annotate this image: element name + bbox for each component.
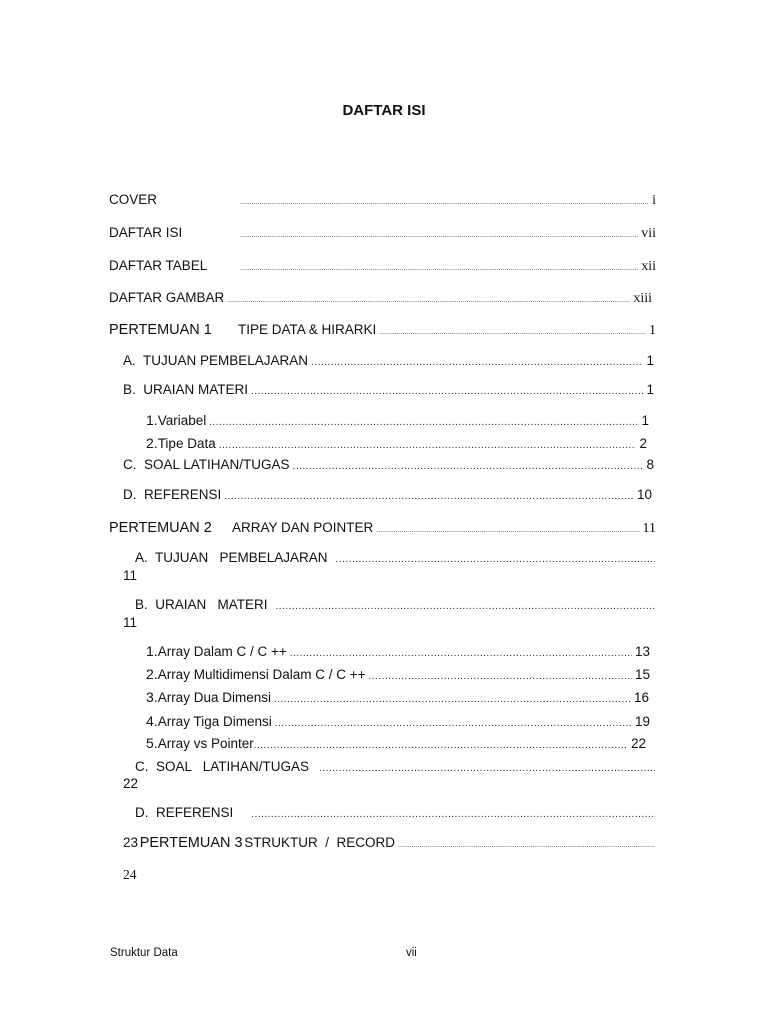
toc-entry-p2-referensi[interactable] xyxy=(135,804,658,824)
toc-entry-daftar-isi[interactable] xyxy=(109,224,656,245)
toc-entry-p1-uraian[interactable] xyxy=(123,381,654,401)
toc-page: 1 xyxy=(649,323,656,338)
toc-page: xiii xyxy=(633,291,652,306)
toc-page: 11 xyxy=(123,615,138,630)
toc-entry-cover[interactable] xyxy=(109,191,656,212)
leader-dots xyxy=(240,260,638,278)
toc-label: Array vs Pointer xyxy=(157,736,254,751)
toc-page: 2 xyxy=(639,436,647,451)
toc-label: Array Dalam C / C ++ xyxy=(157,644,287,659)
leader-dots xyxy=(336,551,655,569)
leader-dots xyxy=(293,458,644,476)
toc-entry-p2-sub-4[interactable] xyxy=(146,712,650,733)
toc-topic: TIPE DATA & HIRARKI xyxy=(238,322,377,337)
toc-entry-p1-referensi[interactable] xyxy=(123,486,652,506)
toc-entry-p1-tujuan[interactable] xyxy=(123,352,654,372)
toc-number: 5. xyxy=(146,735,158,751)
toc-page: 15 xyxy=(634,667,650,682)
toc-page: 24 xyxy=(123,867,137,882)
toc-page: 1 xyxy=(641,413,649,428)
leader-dots xyxy=(251,383,643,401)
toc-number: 2. xyxy=(146,435,158,451)
toc-label: DAFTAR TABEL xyxy=(109,258,208,273)
toc-page: 19 xyxy=(634,714,650,729)
toc-label: C. SOAL LATIHAN/TUGAS xyxy=(135,759,310,774)
toc-number: 3. xyxy=(146,689,158,705)
leader-dots xyxy=(275,715,632,733)
toc-entry-p1-tipe-data[interactable] xyxy=(146,434,647,455)
leader-dots xyxy=(319,760,655,778)
toc-entry-pertemuan-3[interactable] xyxy=(123,834,658,855)
toc-page: 11 xyxy=(642,521,656,536)
toc-page: 1 xyxy=(646,382,654,397)
leader-dots xyxy=(254,737,628,755)
footer-left: Struktur Data xyxy=(110,947,178,959)
toc-page: 11 xyxy=(123,568,138,583)
toc-entry-p2-tujuan[interactable] xyxy=(135,549,658,569)
leader-dots xyxy=(376,522,639,540)
leader-dots xyxy=(227,292,630,310)
toc-page: 23 xyxy=(123,835,139,850)
leader-dots xyxy=(251,806,655,824)
toc-label: A. TUJUAN PEMBELAJARAN xyxy=(123,353,309,368)
toc-label: Tipe Data xyxy=(157,436,216,451)
toc-topic: ARRAY DAN POINTER xyxy=(232,520,374,535)
toc-topic: STRUKTUR / RECORD xyxy=(244,835,396,850)
toc-page: xii xyxy=(641,259,656,274)
toc-page: 13 xyxy=(634,644,650,659)
toc-label: Array Dua Dimensi xyxy=(157,690,271,705)
toc-page: 16 xyxy=(633,690,649,705)
toc-entry-pertemuan-2[interactable] xyxy=(109,519,656,540)
toc-label: B. URAIAN MATERI xyxy=(135,597,268,612)
toc-entry-p2-sub-1[interactable] xyxy=(146,642,650,663)
toc-label: Array Multidimensi Dalam C / C ++ xyxy=(157,667,366,682)
footer-page-number: vii xyxy=(406,947,417,959)
toc-entry-pertemuan-1[interactable] xyxy=(109,321,656,342)
toc-number: 1. xyxy=(146,412,158,428)
leader-dots xyxy=(276,598,655,616)
toc-entry-p2-sub-2[interactable] xyxy=(146,665,650,686)
leader-dots xyxy=(369,668,632,686)
leader-dots xyxy=(209,414,638,432)
toc-entry-p2-uraian[interactable] xyxy=(135,596,658,616)
toc-label: B. URAIAN MATERI xyxy=(123,382,249,397)
leader-dots xyxy=(224,488,634,506)
leader-dots xyxy=(311,354,643,372)
toc-label: PERTEMUAN 1 xyxy=(109,322,212,338)
toc-label: PERTEMUAN 3 xyxy=(139,835,243,851)
toc-label: PERTEMUAN 2 xyxy=(109,520,212,536)
toc-number: 2. xyxy=(146,666,158,682)
toc-entry-p2-soal[interactable] xyxy=(135,758,658,778)
toc-number: 1. xyxy=(146,643,158,659)
leader-dots xyxy=(274,691,631,709)
toc-page: vii xyxy=(641,226,656,241)
toc-page: 22 xyxy=(630,736,646,751)
toc-label: DAFTAR ISI xyxy=(109,225,183,240)
toc-label: DAFTAR GAMBAR xyxy=(109,290,225,305)
leader-dots xyxy=(290,645,632,663)
toc-label: COVER xyxy=(109,192,158,207)
leader-dots xyxy=(379,324,646,342)
toc-label: Array Tiga Dimensi xyxy=(157,714,272,729)
toc-label: Variabel xyxy=(157,413,207,428)
toc-entry-p2-sub-3[interactable] xyxy=(146,688,649,709)
toc-number: 4. xyxy=(146,713,158,729)
toc-label: D. REFERENSI xyxy=(123,487,222,502)
leader-dots xyxy=(240,194,649,212)
leader-dots xyxy=(219,437,637,455)
page-title: DAFTAR ISI xyxy=(342,102,426,119)
toc-page: 8 xyxy=(646,457,654,472)
toc-page: 10 xyxy=(636,487,652,502)
toc-label: C. SOAL LATIHAN/TUGAS xyxy=(123,457,290,472)
toc-label: A. TUJUAN PEMBELAJARAN xyxy=(135,550,328,565)
toc-entry-p2-sub-5[interactable] xyxy=(146,734,646,755)
toc-page: 1 xyxy=(646,353,654,368)
leader-dots xyxy=(398,837,655,855)
toc-entry-daftar-gambar[interactable] xyxy=(109,289,652,310)
toc-entry-p1-variabel[interactable] xyxy=(146,411,649,432)
toc-entry-daftar-tabel[interactable] xyxy=(109,257,656,278)
toc-page: i xyxy=(652,193,656,208)
leader-dots xyxy=(240,227,638,245)
toc-entry-p1-soal[interactable] xyxy=(123,456,654,476)
toc-page: 22 xyxy=(123,776,139,791)
toc-label: D. REFERENSI xyxy=(135,805,234,820)
